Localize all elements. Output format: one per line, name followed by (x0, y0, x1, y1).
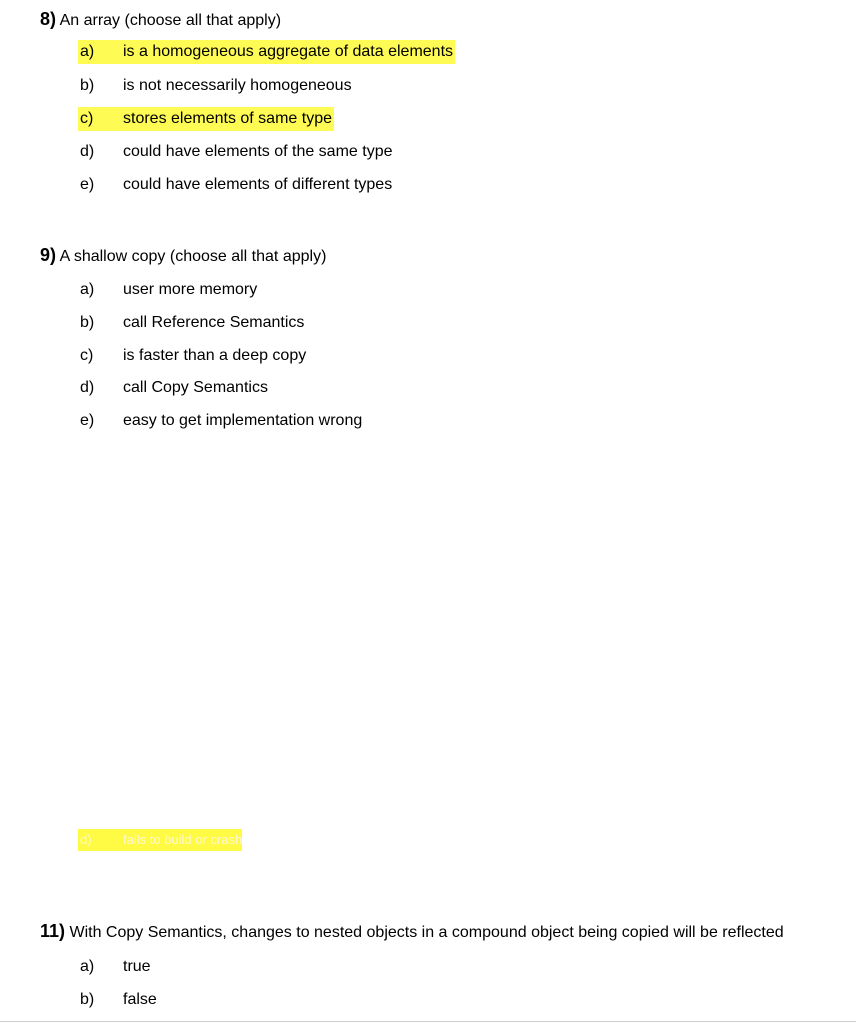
question-number: 8) (40, 9, 57, 29)
option-letter: a) (80, 281, 95, 298)
question-11 (40, 921, 784, 943)
option-letter: d) (80, 832, 92, 847)
option-8e (78, 173, 392, 197)
option-text: easy to get implementation wrong (123, 412, 363, 429)
option-text: true (123, 958, 151, 975)
option-text: fails to build or crash (123, 832, 243, 847)
option-9e (78, 409, 362, 433)
option-letter: c) (80, 347, 94, 364)
option-letter: a) (80, 43, 95, 60)
option-letter: b) (80, 77, 95, 94)
faint-highlighted-option (78, 829, 242, 851)
option-11a (78, 955, 151, 979)
option-letter: d) (80, 143, 95, 160)
question-9 (40, 245, 326, 267)
option-text: could have elements of different types (123, 176, 393, 193)
option-text: is faster than a deep copy (123, 347, 307, 364)
option-9b (78, 311, 304, 335)
option-11b (78, 988, 157, 1012)
question-text: A shallow copy (choose all that apply) (56, 248, 327, 265)
option-letter: c) (80, 110, 94, 127)
option-letter: e) (80, 412, 95, 429)
option-text: stores elements of same type (123, 110, 332, 127)
option-text: could have elements of the same type (123, 143, 393, 160)
option-text: is a homogeneous aggregate of data elements (123, 43, 454, 60)
option-letter: e) (80, 176, 95, 193)
question-8 (40, 9, 281, 31)
option-letter: a) (80, 958, 95, 975)
option-text: call Copy Semantics (123, 379, 268, 396)
option-9c (78, 344, 306, 368)
option-text: is not necessarily homogeneous (123, 77, 352, 94)
option-8b (78, 74, 352, 98)
option-letter: d) (80, 379, 95, 396)
page-bottom-divider (0, 1021, 856, 1022)
option-8c (78, 107, 334, 131)
option-text: user more memory (123, 281, 258, 298)
option-letter: b) (80, 314, 95, 331)
question-number: 11) (40, 921, 66, 941)
option-8a (78, 40, 455, 64)
question-number: 9) (40, 245, 57, 265)
question-text: An array (choose all that apply) (56, 12, 282, 29)
option-text: false (123, 991, 157, 1008)
option-9a (78, 278, 257, 302)
option-8d (78, 140, 393, 164)
option-letter: b) (80, 991, 95, 1008)
option-text: call Reference Semantics (123, 314, 305, 331)
question-text: With Copy Semantics, changes to nested objects in a compound object being copied will be reflected (65, 924, 784, 941)
option-9d (78, 376, 268, 400)
